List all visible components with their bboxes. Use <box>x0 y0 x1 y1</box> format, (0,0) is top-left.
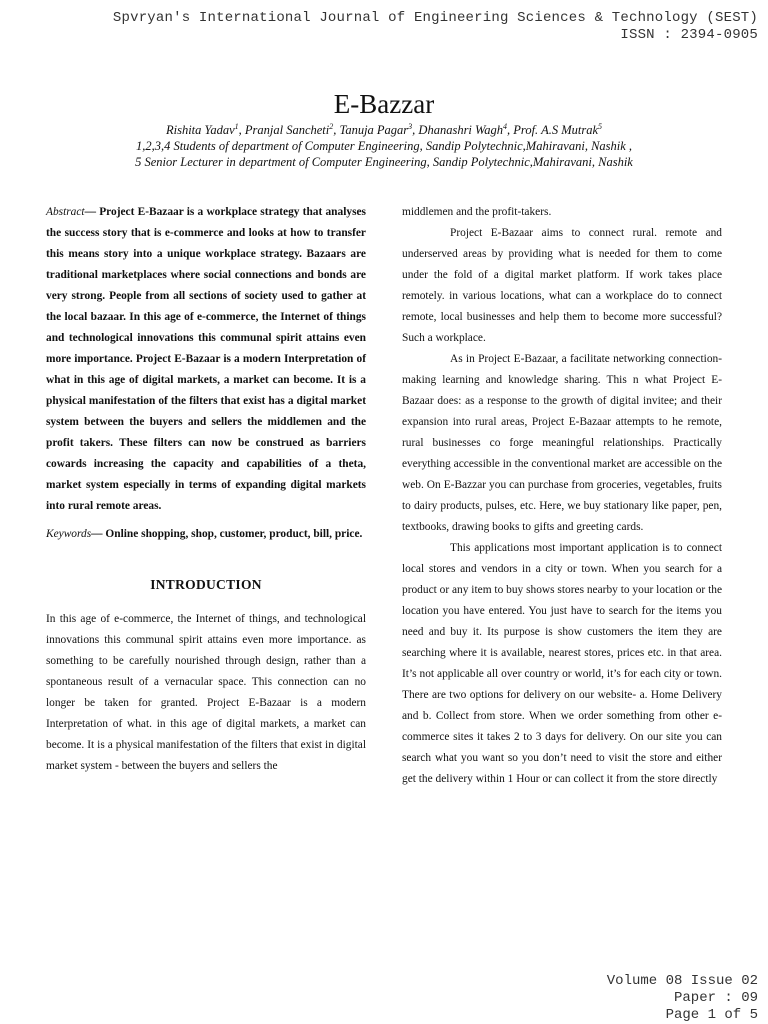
keywords-dash: — <box>91 528 106 540</box>
author-name: Dhanashri Wagh <box>418 123 504 137</box>
abstract-text: Project E-Bazaar is a workplace strategy that analyses the success story that is e-commerce and looks at how to transfer this means story into a unique workplace strategy. Bazaars are traditional marketplaces where social connections and bonds are very strong. People from all sections of society used to gather at the local bazaar. In this age of e-commerce, the Internet of things and technological innovations this communal spirit attains even more importance. Project E-Bazaar is a modern Interpretation of what in this age of digital markets, a market can become. It is a physical manifestation of the filters that exist has a digital market system between the buyers and sellers the middlemen and the profit takers. These filters can now be construed as barriers cowards increasing the capacity and capabilities of a theta, market system especially in terms of expanding digital markets into rural remote areas. <box>46 206 366 512</box>
keywords-paragraph <box>46 527 366 542</box>
journal-header <box>18 10 758 44</box>
page-footer <box>458 973 758 1024</box>
author-index: 1 <box>234 121 239 131</box>
journal-name: Spvryan's International Journal of Engineering Sciences & Technology (SEST) <box>112 10 758 26</box>
title-block <box>0 88 768 170</box>
body-paragraph: Project E-Bazaar aims to connect rural. remote and underserved areas by providing what is needed for them to come under the fold of a digital market platform. If work takes place remotely. in various locations, what can a workplace do to connect remote, local businesses and help them to become more successful? Such a workplace. <box>402 227 722 344</box>
introduction-paragraph: In this age of e-commerce, the Internet of things, and technological innovations this communal spirit attains even more importance. as something to be carefully nourished through design, rather than a spontaneous result of a vernacular space. This connection can no longer be taken for granted. Project E-Bazaar is a modern Interpretation of what. in this age of digital markets, a market can become. It is a physical manifestation of the filters that exist in digital market system - between the buyers and sellers the <box>46 613 366 772</box>
affiliation-lecturer: 5 Senior Lecturer in department of Computer Engineering, Sandip Polytechnic,Mahiravani, Nashik <box>135 155 633 169</box>
body-paragraph: As in Project E-Bazaar, a facilitate networking connection-making learning and knowledge sharing. This n what Project E-Bazaar does: as a response to the growth of digital invitee; and their expansion into rural areas, Project E-Bazaar attempts to he remote, rural businesses co forge meaningful relationships. Practically everything accessible in the conventional market are accessible on the web. On E-Bazzar you can purchase from groceries, vegetables, fruits to dairy products, pulses, etc. Here, we buy stationary like paper, pen, textbooks, drawing books to gifts and greeting cards. <box>402 353 722 533</box>
abstract-label: Abstract <box>46 206 85 218</box>
author-list: Rishita Yadav$^1$, Pranjal Sancheti$^2$, Tanuja Pagar$^3$, Dhanashri Wagh$^4$, Prof. A.S Mutrak$^5$ <box>165 121 603 137</box>
author-name: Prof. A.S Mutrak <box>513 123 599 137</box>
right-column <box>402 202 722 790</box>
body-paragraph-continued: middlemen and the profit-takers. <box>402 206 552 218</box>
author-index: 3 <box>408 121 413 131</box>
paper-number: Paper : 09 <box>673 990 758 1006</box>
author-index: 2 <box>329 121 334 131</box>
left-column <box>46 202 366 777</box>
author-name: Pranjal Sancheti <box>244 123 330 137</box>
page-number: Page 1 of 5 <box>665 1007 758 1023</box>
author-name: Rishita Yadav <box>165 123 235 137</box>
abstract-dash: — <box>84 206 100 218</box>
keywords-text: Online shopping, shop, customer, product, bill, price. <box>105 528 363 540</box>
affiliation-students: 1,2,3,4 Students of department of Computer Engineering, Sandip Polytechnic,Mahiravani, Nashik , <box>135 139 633 153</box>
author-index: 4 <box>503 121 508 131</box>
abstract-paragraph <box>46 202 366 517</box>
author-name: Tanuja Pagar <box>339 123 409 137</box>
author-index: 5 <box>598 121 603 131</box>
issn: ISSN : 2394-0905 <box>620 27 758 43</box>
body-paragraph: This applications most important application is to connect local stores and vendors in a city or town. When you search for a product or any item to buy shows stores nearby to your location or the location you have entered. You just have to search for the items you need and buy it. Its purpose is show customers the item they are searching where it is available, nearest stores, prices etc. in that area. It’s not applicable all over country or world, it’s for each city or town. There are two options for delivery on our website- a. Home Delivery and b. Collect from store. When we order something from other e-commerce sites it takes 2 to 3 days for delivery. On our site you can search what you want so you don’t need to visit the store and either get the delivery within 1 Hour or can collect it from the store directly <box>402 542 722 785</box>
paper-title: E-Bazzar <box>333 89 435 119</box>
keywords-label: Keywords <box>46 528 92 540</box>
introduction-heading: INTRODUCTION <box>150 577 262 592</box>
volume-issue: Volume 08 Issue 02 <box>606 973 758 989</box>
